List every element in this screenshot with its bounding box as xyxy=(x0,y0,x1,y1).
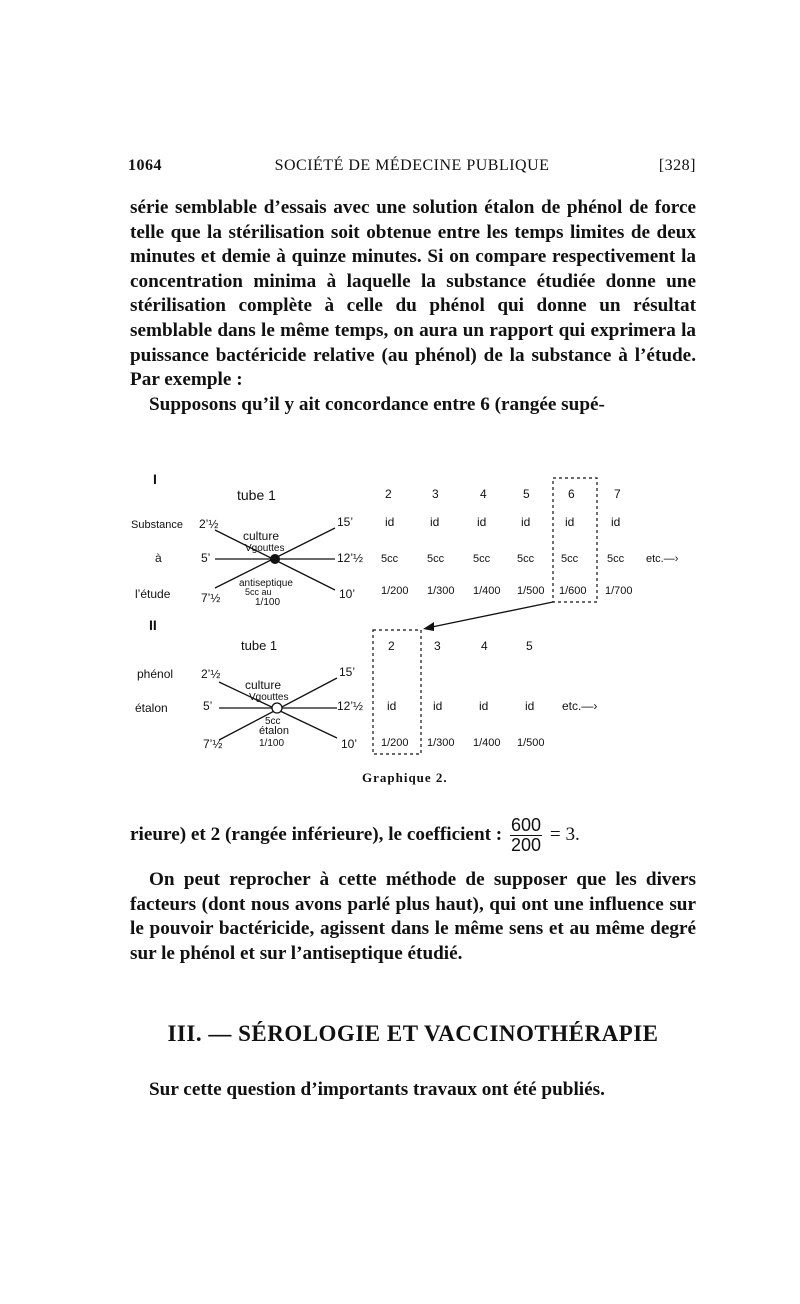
bottom-right-time-1: 15’ xyxy=(339,665,356,679)
top-col-5-r1: id xyxy=(521,515,531,529)
top-etc: etc.—› xyxy=(646,553,679,565)
bracket-page-number: [328] xyxy=(658,157,696,174)
bottom-columns xyxy=(381,639,597,749)
bottom-tube-center-dot xyxy=(272,703,282,713)
top-row-label-3: l’étude xyxy=(135,587,171,601)
bottom-col-4-r1: id xyxy=(479,699,489,713)
top-right-time-1: 15’ xyxy=(337,515,354,529)
top-left-time-3: 7’½ xyxy=(201,591,221,605)
top-col-6-r1: id xyxy=(565,515,575,529)
running-header xyxy=(128,157,696,183)
top-center-label-3: antiseptique xyxy=(239,578,293,589)
paragraph-intro xyxy=(130,196,696,417)
bottom-row-label-2: étalon xyxy=(135,701,168,715)
bottom-right-time-3: 10’ xyxy=(341,737,358,751)
paragraph-serology xyxy=(130,1078,696,1103)
top-col-3-r3: 1/300 xyxy=(427,585,455,597)
journal-title: SOCIÉTÉ DE MÉDECINE PUBLIQUE xyxy=(274,157,550,174)
bottom-col-4-num: 4 xyxy=(481,639,488,653)
fraction-numerator: 600 xyxy=(511,815,542,835)
bottom-center-label-5: 1/100 xyxy=(259,738,285,749)
top-col-3-r1: id xyxy=(430,515,440,529)
top-left-time-1: 2’½ xyxy=(199,517,219,531)
section-heading: III. — SÉROLOGIE ET VACCINOTHÉRAPIE xyxy=(167,1021,659,1046)
bottom-col-5-r1: id xyxy=(525,699,535,713)
top-columns xyxy=(381,487,679,597)
bottom-col-3-r3: 1/300 xyxy=(427,737,455,749)
top-col-6-num: 6 xyxy=(568,487,575,501)
top-col-7-r2: 5cc xyxy=(607,553,625,565)
top-center-label-4: 5cc au xyxy=(245,587,272,597)
bottom-left-time-1: 2’½ xyxy=(201,667,221,681)
top-col-4-num: 4 xyxy=(480,487,487,501)
top-col-4-r1: id xyxy=(477,515,487,529)
paragraph-intro-continuation: Supposons qu’il y ait concordance entre 6 (rangée supé- xyxy=(149,393,605,415)
bottom-col-3-r1: id xyxy=(433,699,443,713)
top-col-7-r1: id xyxy=(611,515,621,529)
top-tube-center-dot xyxy=(270,554,280,564)
bottom-center-label-4: étalon xyxy=(259,725,289,737)
bottom-left-time-3: 7’½ xyxy=(203,737,223,751)
top-right-time-3: 10’ xyxy=(339,587,356,601)
top-col-3-r2: 5cc xyxy=(427,553,445,565)
top-center-label-5: 1/100 xyxy=(255,597,281,608)
top-col-5-r2: 5cc xyxy=(517,553,535,565)
bottom-center-label-1: culture xyxy=(245,678,282,692)
top-center-label-1: culture xyxy=(243,529,280,543)
paragraph-serology-text: Sur cette question d’importants travaux ont été publiés. xyxy=(149,1079,605,1100)
top-col-3-num: 3 xyxy=(432,487,439,501)
graphique-2-diagram xyxy=(125,460,705,790)
top-col-7-r3: 1/700 xyxy=(605,585,633,597)
bottom-col-5-num: 5 xyxy=(526,639,533,653)
top-center-label-2: Vgouttes xyxy=(245,543,285,554)
bottom-center-label-3: 5cc xyxy=(265,716,281,727)
top-col-2-r3: 1/200 xyxy=(381,585,409,597)
top-col-7-num: 7 xyxy=(614,487,621,501)
bottom-col-4-r3: 1/400 xyxy=(473,737,501,749)
bottom-center-label-2: Vgouttes xyxy=(249,692,289,703)
top-col-6-r3: 1/600 xyxy=(559,585,587,597)
paragraph-intro-text: série semblable d’essais avec une solution étalon de phénol de force telle que la stérilisation soit obtenue entre les temps limites de deux minutes et demie à quinze minutes. Si on compare respectivement la concentration minima à laquelle la substance étudiée donne une stérilisation complète à celle du phénol qui donne un résultat semblable dans le même temps, on aura un rapport qui exprimera la puissance bactéricide relative (au phénol) de la substance à l’étude. Par exemple : xyxy=(130,197,696,391)
page-number: 1064 xyxy=(128,157,162,174)
top-col-2-num: 2 xyxy=(385,487,392,501)
bottom-etc: etc.—› xyxy=(562,699,598,713)
bottom-col-2-r1: id xyxy=(387,699,397,713)
bottom-roman-numeral: II xyxy=(149,617,157,633)
coefficient-text: rieure) et 2 (rangée inférieure), le coefficient : xyxy=(130,823,503,845)
top-row-label-1: Substance xyxy=(131,519,183,531)
bottom-col-3-num: 3 xyxy=(434,639,441,653)
top-col-5-r3: 1/500 xyxy=(517,585,545,597)
bottom-col-2-num: 2 xyxy=(388,639,395,653)
top-row-label-2: à xyxy=(155,551,162,565)
bottom-col-2-dashed-box xyxy=(373,630,421,754)
top-col-4-r2: 5cc xyxy=(473,553,491,565)
coefficient-result: = 3. xyxy=(549,823,580,845)
figure-caption: Graphique 2. xyxy=(362,770,448,785)
top-left-time-2: 5’ xyxy=(201,551,211,565)
paragraph-objection xyxy=(130,868,696,966)
top-col-2-r1: id xyxy=(385,515,395,529)
bottom-col-2-r3: 1/200 xyxy=(381,737,409,749)
bottom-tube-label: tube 1 xyxy=(241,638,278,653)
top-col-6-dashed-box xyxy=(553,478,597,602)
bottom-row-label-1: phénol xyxy=(137,667,174,681)
paragraph-objection-text: On peut reprocher à cette méthode de supposer que les divers facteurs (dont nous avons parlé plus haut), qui ont une influence sur le pouvoir bactéricide, agissent dans le même sens et au même degré sur le phénol et sur l’antiseptique étudié. xyxy=(130,869,696,964)
top-col-2-r2: 5cc xyxy=(381,553,399,565)
bottom-col-5-r3: 1/500 xyxy=(517,737,545,749)
top-col-5-num: 5 xyxy=(523,487,530,501)
top-col-4-r3: 1/400 xyxy=(473,585,501,597)
paragraph-coefficient xyxy=(130,816,696,855)
top-tube-label: tube 1 xyxy=(237,487,276,503)
fraction-denominator: 200 xyxy=(511,835,542,855)
top-roman-numeral: I xyxy=(153,471,157,487)
bottom-right-time-2: 12’½ xyxy=(337,699,364,713)
coefficient-fraction xyxy=(510,816,542,855)
top-right-time-2: 12’½ xyxy=(337,551,364,565)
top-col-6-r2: 5cc xyxy=(561,553,579,565)
link-arrow-line xyxy=(427,602,553,628)
bottom-left-time-2: 5’ xyxy=(203,699,213,713)
link-arrow-head xyxy=(423,622,434,631)
